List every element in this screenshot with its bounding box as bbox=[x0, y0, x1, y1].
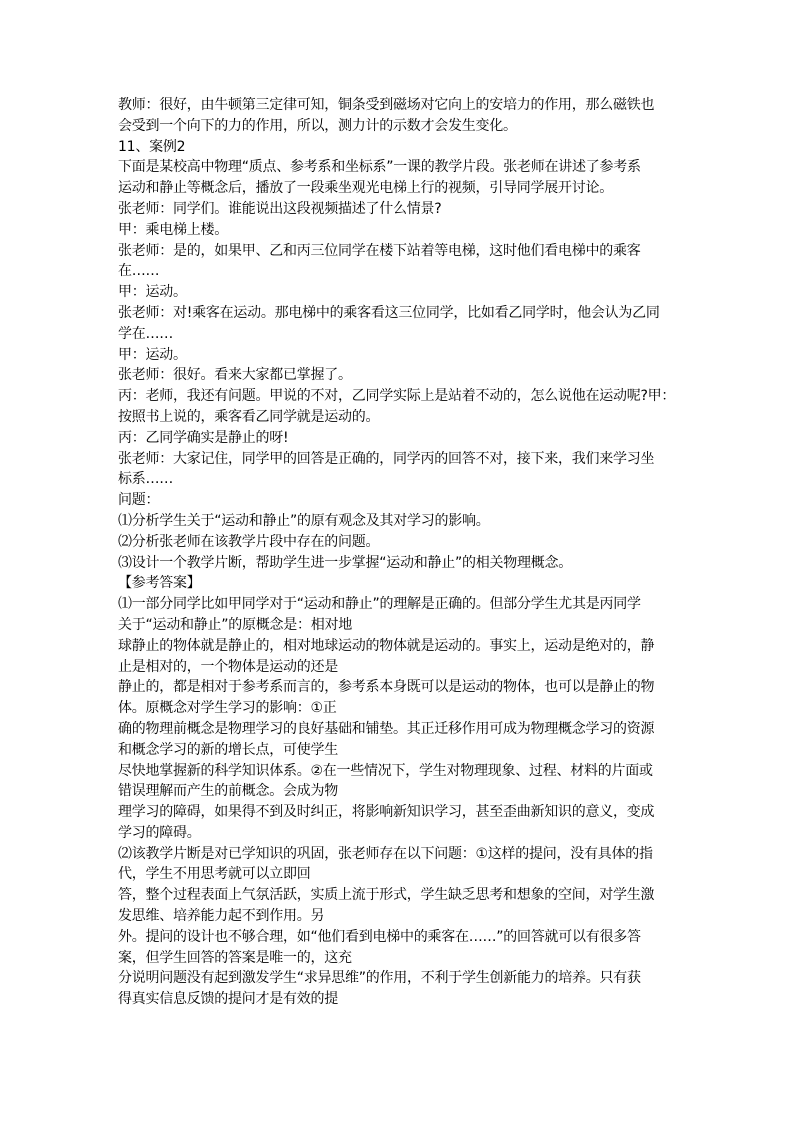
document-page bbox=[118, 95, 688, 1010]
text-line: 甲：运动。 bbox=[118, 346, 187, 363]
text-line: ⑴一部分同学比如甲同学对于“运动和静止”的理解是正确的。但部分学生尤其是丙同学 bbox=[118, 596, 641, 613]
text-line: 张老师：对!乘客在运动。那电梯中的乘客看这三位同学，比如看乙同学时，他会认为乙同 bbox=[118, 304, 660, 321]
text-line: ⑵该教学片断是对已学知识的巩固，张老师存在以下问题：①这样的提问，没有具体的指 bbox=[118, 845, 653, 862]
text-line: 错误理解而产生的前概念。会成为物 bbox=[118, 783, 338, 800]
text-line: ⑴分析学生关于“运动和静止”的原有观念及其对学习的影响。 bbox=[118, 512, 490, 529]
text-line: 在…… bbox=[118, 263, 160, 280]
text-line: 静止的，都是相对于参考系而言的，参考系本身既可以是运动的物体，也可以是静止的物 bbox=[118, 679, 655, 696]
text-line: 下面是某校高中物理“质点、参考系和坐标系”一课的教学片段。张老师在讲述了参考系 bbox=[118, 159, 641, 176]
text-line: 关于“运动和静止”的原概念是：相对地 bbox=[118, 616, 353, 633]
text-line: 张老师：同学们。谁能说出这段视频描述了什么情景? bbox=[118, 200, 442, 217]
text-line: 张老师：大家记住，同学甲的回答是正确的，同学丙的回答不对，接下来，我们来学习坐 bbox=[118, 450, 655, 467]
text-line: 甲：乘电梯上楼。 bbox=[118, 221, 228, 238]
text-line: 理学习的障碍，如果得不到及时纠正，将影响新知识学习，甚至歪曲新知识的意义，变成 bbox=[118, 804, 655, 821]
text-line: 确的物理前概念是物理学习的良好基础和铺垫。其正迁移作用可成为物理概念学习的资源 bbox=[118, 720, 655, 737]
text-line: 教师：很好，由牛顿第三定律可知，铜条受到磁场对它向上的安培力的作用，那么磁铁也 bbox=[118, 97, 655, 113]
text-line: 张老师：是的，如果甲、乙和丙三位同学在楼下站着等电梯，这时他们看电梯中的乘客 bbox=[118, 242, 641, 259]
text-line: 运动和静止等概念后，播放了一段乘坐观光电梯上行的视频，引导同学展开讨论。 bbox=[118, 180, 613, 197]
text-line: 止是相对的，一个物体是运动的还是 bbox=[118, 658, 338, 675]
text-line: 甲：运动。 bbox=[118, 284, 187, 301]
text-line: 会受到一个向下的力的作用，所以，测力计的示数才会发生变化。 bbox=[118, 117, 517, 134]
text-line: 问题： bbox=[118, 492, 160, 509]
text-line: 【参考答案】 bbox=[118, 575, 201, 592]
text-line: 球静止的物体就是静止的，相对地球运动的物体就是运动的。事实上，运动是绝对的，静 bbox=[118, 637, 655, 654]
text-line: 分说明问题没有起到激发学生“求异思维”的作用，不利于学生创新能力的培养。只有获 bbox=[118, 970, 641, 987]
text-line: 案，但学生回答的答案是唯一的，这充 bbox=[118, 949, 352, 966]
text-line: 代，学生不用思考就可以立即回 bbox=[118, 866, 311, 883]
text-line: 丙：乙同学确实是静止的呀! bbox=[118, 429, 289, 446]
text-line: 张老师：很好。看来大家都已掌握了。 bbox=[118, 367, 352, 384]
text-line: 外。提问的设计也不够合理，如“他们看到电梯中的乘客在……”的回答就可以有很多答 bbox=[118, 928, 641, 945]
text-line: 标系…… bbox=[118, 471, 173, 488]
text-line: 尽快地掌握新的科学知识体系。②在一些情况下，学生对物理现象、过程、材料的片面或 bbox=[118, 762, 653, 779]
text-line: ⑵分析张老师在该教学片段中存在的问题。 bbox=[118, 533, 380, 550]
text-line: 学习的障碍。 bbox=[118, 824, 201, 841]
text-line: 答，整个过程表面上气氛活跃，实质上流于形式，学生缺乏思考和想象的空间，对学生激 bbox=[118, 887, 655, 904]
text-line: 体。原概念对学生学习的影响：①正 bbox=[118, 700, 337, 717]
text-line: ⑶设计一个教学片断，帮助学生进一步掌握“运动和静止”的相关物理概念。 bbox=[118, 554, 573, 571]
text-line: 按照书上说的，乘客看乙同学就是运动的。 bbox=[118, 408, 380, 425]
text-line: 11、案例2 bbox=[118, 138, 186, 155]
text-line: 丙：老师，我还有问题。甲说的不对，乙同学实际上是站着不动的，怎么说他在运动呢?甲： bbox=[118, 388, 676, 405]
text-line: 学在…… bbox=[118, 325, 173, 342]
text-line: 和概念学习的新的增长点，可使学生 bbox=[118, 741, 338, 758]
text-line: 发思维、培养能力起不到作用。另 bbox=[118, 908, 325, 925]
text-line: 得真实信息反馈的提问才是有效的提 bbox=[118, 991, 338, 1008]
